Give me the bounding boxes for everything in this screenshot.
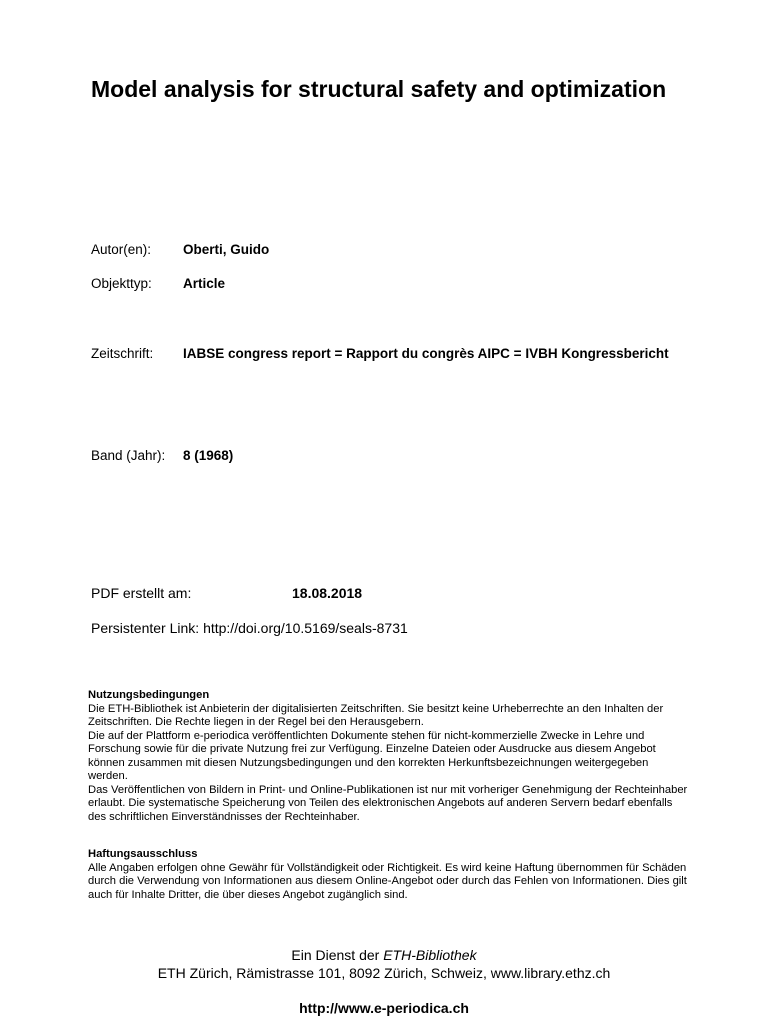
- disclaimer-text: Alle Angaben erfolgen ohne Gewähr für Vollständigkeit oder Richtigkeit. Es wird keine Haftung übernommen für Schäden durch die Verwendung von Informationen aus diesem Online-Angebot oder durch das Fehlen von Informationen. Dies gilt auch für Inhalte Dritter, die über dieses Angebot zugänglich sind.: [88, 861, 687, 901]
- footer-address: ETH Zürich, Rämistrasse 101, 8092 Zürich, Schweiz, www.library.ethz.ch: [157, 965, 611, 981]
- pdf-created-label: PDF erstellt am:: [91, 585, 192, 601]
- author-value: Oberti, Guido: [183, 242, 270, 257]
- persistent-link[interactable]: http://doi.org/10.5169/seals-8731: [203, 620, 408, 636]
- terms-paragraph: Das Veröffentlichen von Bildern in Print- und Online-Publikationen ist nur mit vorheriger Genehmigung der Rechteinhaber erlaubt. Die systematische Speicherung von Teilen des elektronischen Angebots auf anderen Servern bedarf ebenfalls des schriftlichen Einverständnisses der Rechteinhaber.: [88, 783, 688, 823]
- author-label: Autor(en):: [91, 242, 152, 257]
- pdf-created-value: 18.08.2018: [292, 585, 363, 601]
- footer-service-prefix: Ein Dienst der: [291, 947, 384, 963]
- type-label: Objekttyp:: [91, 276, 152, 291]
- type-value: Article: [183, 276, 226, 291]
- terms-section: [88, 689, 688, 824]
- disclaimer-heading: Haftungsausschluss: [88, 848, 198, 860]
- terms-paragraph: Die auf der Plattform e-periodica veröffentlichten Dokumente stehen für nicht-kommerzielle Zwecke in Lehre und Forschung sowie für die private Nutzung frei zur Verfügung. Einzelne Dateien oder Ausdrucke aus diesem Angebot können zusammen mit diesen Nutzungsbedingungen und den korrekten Herkunftsbezeichnungen weitergegeben werden.: [88, 729, 656, 782]
- persistent-link-line: [91, 620, 408, 637]
- journal-label: Zeitschrift:: [91, 346, 154, 361]
- journal-value: IABSE congress report = Rapport du congrès AIPC = IVBH Kongressbericht: [183, 346, 669, 361]
- document-title: Model analysis for structural safety and optimization: [91, 76, 667, 102]
- volume-value: 8 (1968): [183, 448, 234, 463]
- terms-paragraph: Die ETH-Bibliothek ist Anbieterin der digitalisierten Zeitschriften. Sie besitzt keine Urheberrechte an den Inhalten der Zeitschriften. Die Rechte liegen in der Regel bei den Herausgebern.: [88, 702, 664, 728]
- persistent-link-label: Persistenter Link:: [91, 620, 200, 636]
- terms-heading: Nutzungsbedingungen: [88, 689, 210, 701]
- footer-service: [0, 947, 768, 964]
- footer-website-link[interactable]: http://www.e-periodica.ch: [299, 1000, 469, 1016]
- disclaimer-section: [88, 848, 688, 902]
- footer-service-name: ETH-Bibliothek: [383, 947, 477, 963]
- volume-label: Band (Jahr):: [91, 448, 166, 463]
